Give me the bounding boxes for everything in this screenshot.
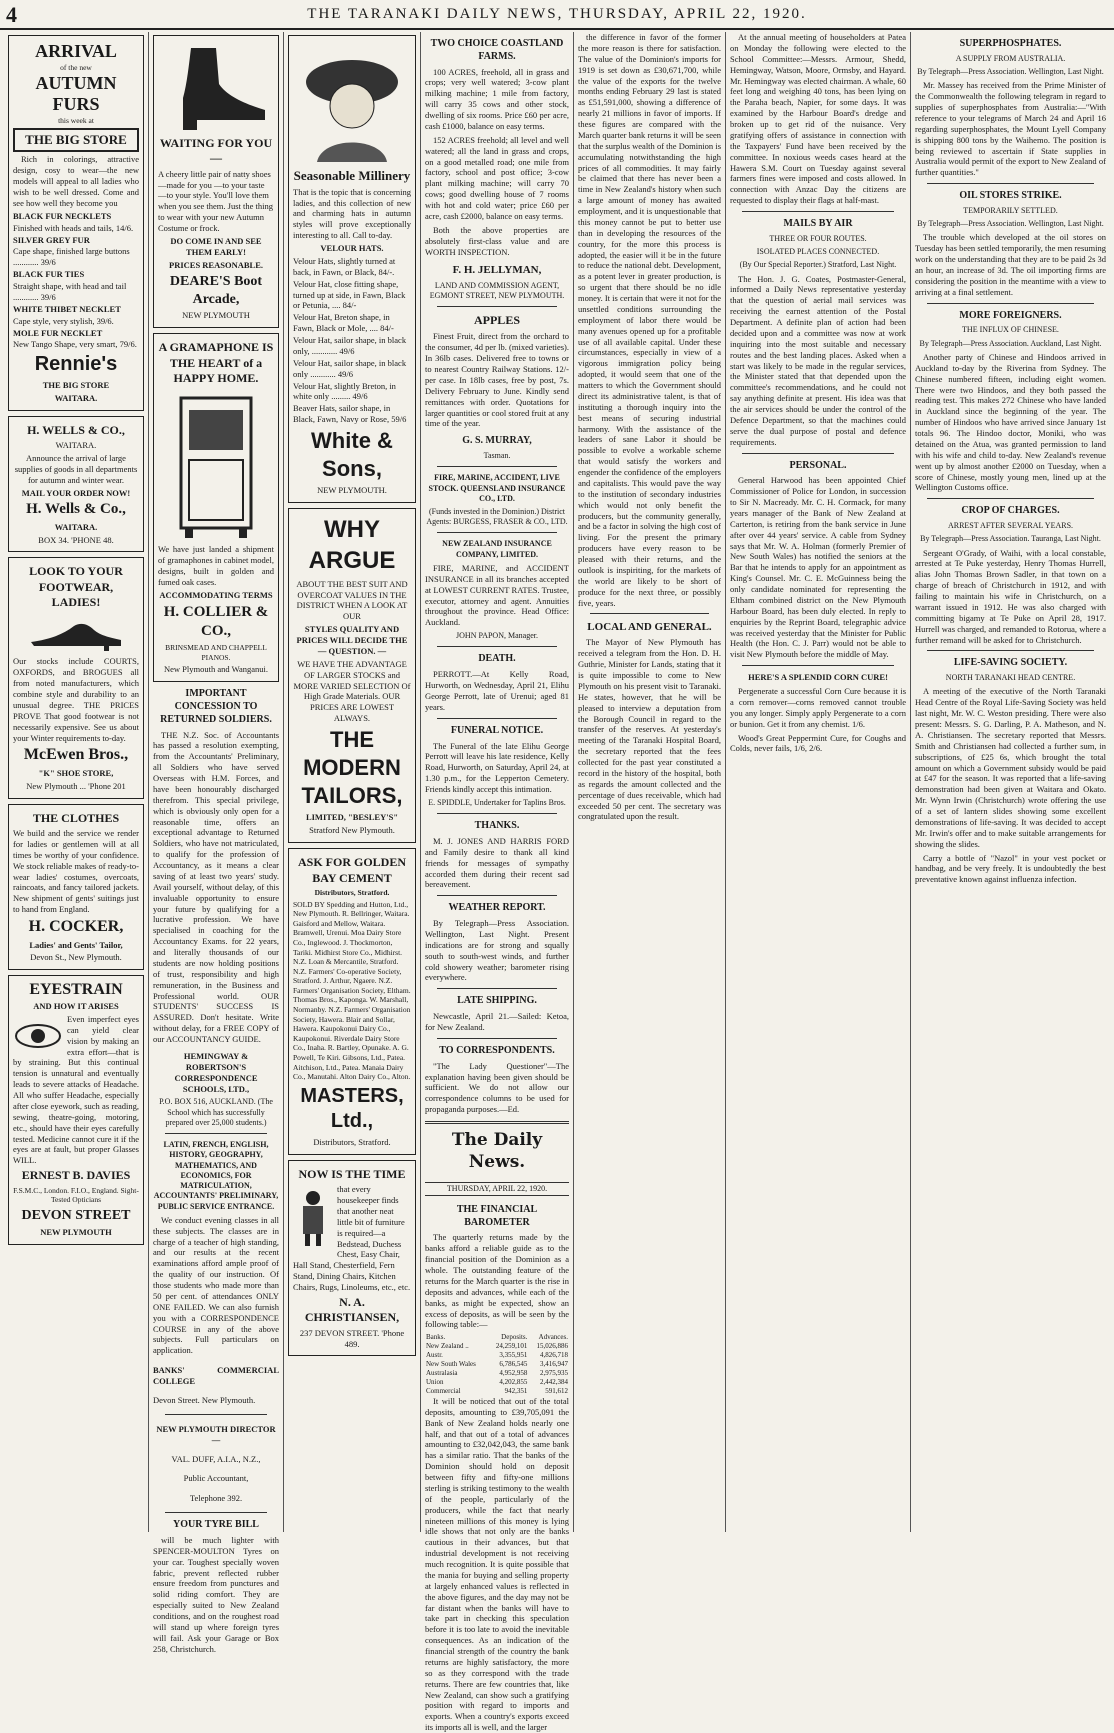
masthead [0, 0, 1114, 30]
nz-insurance-ad [425, 539, 569, 641]
ad-prices: PRICES REASONABLE. [169, 259, 263, 270]
ladies-shoe-icon [26, 614, 126, 652]
tyre-title: YOUR TYRE BILL [173, 1519, 259, 1531]
advertiser-sub: LIMITED, "BESLEY'S" [305, 812, 399, 823]
correspondents-title: TO CORRESPONDENTS. [439, 1044, 555, 1056]
advertiser-name: H. COCKER, [28, 918, 124, 936]
table-cell: 591,612 [545, 1386, 568, 1395]
advertiser-town: WAITARA. [54, 521, 98, 532]
funeral-title: FUNERAL NOTICE. [450, 724, 544, 736]
table-cell: Union [426, 1378, 444, 1387]
queensland-insurance-ad [425, 473, 569, 527]
item-name: MOLE FUR NECKLET [13, 327, 103, 338]
column-4 [421, 32, 574, 1733]
funeral-undertaker: E. SPIDDLE, Undertaker for Taplins Bros. [428, 797, 566, 807]
article-title: PERSONAL. [789, 459, 847, 471]
apples-ad [425, 313, 569, 461]
article-subhead: ARREST AFTER SEVERAL YEARS. [947, 521, 1074, 531]
ad-headline: EYESTRAIN [29, 981, 123, 999]
apples-title: APPLES [473, 313, 520, 328]
ad-headline: ASK FOR GOLDEN BAY CEMENT [297, 855, 406, 885]
ad-headline: WAITING FOR YOU— [159, 136, 273, 166]
advertiser-sub: Distributors, Stratford. [313, 1137, 391, 1147]
hat-item: Velour Hat, Breton shape, in Fawn, Black or Mole, .... 84/- [293, 312, 394, 334]
advertiser-town: Stratford New Plymouth. [309, 825, 395, 836]
table-cell: 4,826,718 [540, 1351, 568, 1360]
notice-signature: HEMINGWAY & ROBERTSON'S CORRESPONDENCE SCHOOLS, LTD., [174, 1050, 258, 1094]
table-cell: 4,952,958 [499, 1369, 528, 1378]
table-header-row [425, 1333, 569, 1342]
article-title: LIFE-SAVING SOCIETY. [953, 657, 1068, 669]
shipping-body: Newcastle, April 21.—Sailed: Ketoa, for New Zealand. [425, 1011, 569, 1032]
column-3 [284, 32, 421, 1532]
farm-listing: 152 ACRES freehold; all level and well watered; all the land in grass and crops, on a good metalled road; one mile from factory, school and post office; 3-cow plant milking machine; will carry 70 cows; good dwelling house of 7 rooms with hot and cold water; price £60 per acre, cash £2000, balance on easy terms. [425, 134, 569, 221]
table-cell: 942,351 [504, 1386, 528, 1395]
personal-column [730, 460, 906, 661]
table-cell: 2,442,384 [540, 1378, 568, 1387]
advertiser-sub: BRINSMEAD AND CHAPPELL PIANOS. [165, 643, 267, 662]
table-cell: Austr. [426, 1351, 443, 1360]
article-subhead: THREE OR FOUR ROUTES. [769, 233, 867, 243]
article-title: MAILS BY AIR [783, 218, 853, 229]
boot-icon [161, 44, 271, 132]
ad-body: that every housekeeper finds that another neat little bit of furniture is required—a Bedstead, Duchess Chest, Easy Chair, Hall Stand, Chesterfield, Fern Stand, Dining Chairs, Kitchen Chairs, Rugs, Linoleums, etc., etc. [293, 1184, 411, 1293]
article-body: A meeting of the executive of the North Taranaki Head Centre of the Royal Life-Saving Society was held last night, Mr. W. C. Weston presiding. There were also present: Messrs. S. G. Darling, P. A. Matheson, and N. A. Christiansen. The secretary reported that Messrs. Smith and Christiansen had collected a further sum, in subscriptions, of £25 6s, which brought the total amount on which a Government subsidy would be paid at £47 for the season. It was reported that a life-saving demonstration had been given at Waitara and Okato. Mr. Wynn Irwin (Christchurch) wrote offering the use of a set of lantern slides showing some excellent demonstrations of life-saving. It was decided to accept Mr. Irwin's offer and to make suitable arrangements for showing the slides. [915, 686, 1106, 849]
item-desc: New Tango Shape, very smart, 79/6. [13, 339, 137, 350]
ad-cta: DO COME IN AND SEE THEM EARLY! [170, 235, 262, 257]
article-byline: By Telegraph—Press Association. Auckland, Last Night. [919, 338, 1102, 348]
golden-bay-cement-ad [288, 848, 416, 1155]
funeral-notice [425, 725, 569, 808]
article-subhead: ISOLATED PLACES CONNECTED. [756, 247, 880, 257]
accountancy-notice [153, 688, 279, 1128]
death-body: PERROTT.—At Kelly Road, Hurworth, on Wednesday, April 21, Elihu George Perrott, late of Urenui; aged 81 years. [425, 669, 569, 712]
editorial-title: THE FINANCIAL BAROMETER [456, 1203, 538, 1228]
local-news-items: At the annual meeting of householders at Patea on Monday the following were elected to the School Committee:—Messrs. Armour, Shedd, Hemingway, Watson, Moore, Ormsby, and Hayard. Mr. Hemingway was elected chairman. A whale, 60 feet long and weighing 40 tons, has been lying on the Paraha beach, Napier, for some days. It was examined by the Harbour Board's dredge and broken up to get rid of the nuisance. Very gratifying offers of assistance in connection with the Taxpayers' Fund have been received by the committee. In noxious weeds cases heard at the Hawera S.M. Court on Tuesday against several farmers fines were imposed and costs allowed. In connection with Anzac Day the citizens are requested to display their flags at half-mast. [730, 32, 906, 206]
article-body: Sergeant O'Grady, of Waihi, with a local constable, arrested at Te Puke yesterday, Henry Thomas Hurrell, alias John Thomas Brown Sadler, in that town on a charge of breach of Christchurch in 1912, and with failing to maintain his wife in Christchurch, on a warrant issued in 1912. He was also charged with committing bigamy at Te Puke on April 28, 1917. Hurrell was charged, and remanded to Rotorua, where a further remand will be asked for to Christchurch. [915, 547, 1106, 645]
table-header-cell: Banks. [426, 1333, 446, 1342]
jellyman-farms-ad [425, 38, 569, 301]
agent-sub: LAND AND COMMISSION AGENT, EGMONT STREET, NEW PLYMOUTH. [429, 280, 565, 300]
notice-address: P.O. BOX 516, AUCKLAND. (The School which has successfully prepared over 25,000 students.) [159, 1097, 273, 1127]
column-2 [149, 32, 284, 1654]
ad-body: SOLD BY Spedding and Hutton, Ltd., New Plymouth. R. Bellringer, Waitara. Gaisford and Mellow, Waitara. Bramwell, Urenui. Moa Dairy Store Co., Inglewood. J. Thockmorton, Tariki. Midhirst Store Co., Midhirst. N.Z. Loan & Mercantile, Stratford. N.Z. Farmers' Co-operative Society, Stratford. J. Arthur, Ngaere. N.Z. Farmers' Organisation Society, Eltham. Thomas Bros., Kaponga. W. Marshall, Normanby. N.Z. Farmers' Organisation Society, Hawera. Blair and Sollar, Hawera. Kaupokonui Dairy Co., Kaupokonui. Riverdale Dairy Store Co., Inaha. R. Bartley, Opunake. A. G. Powell, Te Kiri. Gibsons, Ltd., Patea. Aitchison, Ltd., Patea. Manaia Dairy Co., Manutahi. Alton Dairy Co., Alton. [293, 899, 411, 1082]
advertiser-town: WAITARA. [54, 392, 98, 403]
thanks-notice [425, 820, 569, 890]
item-name: BLACK FUR NECKLETS [13, 210, 112, 221]
bank-returns-table [425, 1333, 569, 1396]
tyre-ad [153, 1519, 279, 1654]
tyre-body: will be much lighter with SPENCER-MOULTON Tyres on your car. Toughest specially woven fabric, prevent reflected rubber ensure freedom from punctures and solid riding comfort. They are especially suited to New Zealand conditions, and on the roughest road will stand up where foreign tyres will fail. Ask your Garage or Box 258, Christchurch. [153, 1534, 279, 1654]
ad-body: A cheery little pair of natty shoes —made for you —to your taste —to your style. You'll love them when you see them. Just the thing to wear with your new Autumn Costume or frock. [158, 168, 273, 234]
advertiser-town: New Plymouth ... 'Phone 201 [26, 780, 126, 791]
advertiser-street: DEVON STREET [21, 1207, 131, 1223]
advertiser-address: 237 DEVON STREET. 'Phone 489. [299, 1327, 405, 1349]
masthead-title: THE TARANAKI DAILY NEWS, THURSDAY, APRIL 22, 1920. [307, 5, 807, 22]
column-7 [911, 32, 1110, 1532]
ad-headline: A GRAMAPHONE IS THE HEART of a HAPPY HOME. [158, 340, 274, 385]
ad-body: Our stocks include COURTS, OXFORDS, and BROGUES all from noted manufacturers, which combine style and durability to an unusual degree. THE PRICES PROVE That good footwear is not necessarily expensive. See us about your Winter requirements to-day. [13, 656, 139, 743]
table-cell: 3,416,947 [540, 1360, 568, 1369]
insurance-body: (Funds invested in the Dominion.) District Agents: BURGESS, FRASER & CO., LTD. [426, 506, 568, 527]
article-byline: (By Our Special Reporter.) Stratford, Last Night. [739, 260, 897, 270]
page-number: 4 [6, 2, 19, 27]
mails-by-air-article [730, 218, 906, 448]
ad-text: this week at [58, 116, 94, 126]
ad-headline: H. WELLS & CO., [27, 422, 125, 437]
farm-listing: 100 ACRES, freehold, all in grass and crops; very well watered; 3-cow plant milking machine; 1 mile from factory, will carry 35 cows and other stock, dwelling of six rooms. Price £60 per acre, cash £1000, balance on easy terms. [425, 66, 569, 131]
article-body: The trouble which developed at the oil stores on Tuesday has been settled temporarily, the men resuming work on the understanding that they are to be paid 2s 3d an hour, an increase of 3d. The oil importing firms are considering the position in the meantime with a view to arriving at a final settlement. [915, 232, 1106, 297]
article-body: The Hon. J. G. Coates, Postmaster-General, informed a Daily News representative yesterday that the question of aerial mail services was receiving the earnest attention of the Postal Department. A definite plan of action had been decided upon and a committee was now at work inquiring into the most suitable and necessary routes and the best landing places. Asked when a start was likely to be made in the regular services, the Minister stated that that depended upon the committee's recommendations, and he could not say anything definite at present. His idea was that the air services should be under the control of the Defence Department, so that the machines could serve the dual purpose of postal and defence requirements. [730, 273, 906, 447]
local-general-title: LOCAL AND GENERAL. [587, 621, 712, 634]
college-name: BANKS' COMMERCIAL COLLEGE [153, 1364, 279, 1386]
ad-text: of the new [60, 62, 92, 72]
advertiser-sub: Ladies' and Gents' Tailor, [29, 939, 123, 950]
table-cell: 6,786,545 [499, 1360, 528, 1369]
college-body: We conduct evening classes in all these subjects. The classes are in charge of a teacher of high standing, and our results at the recent examinations afford ample proof of the quality of our instruction. Of those students who made more than 50 per cent. of attendances ONLY ONE FAILED. We can also furnish you with a CORRESPONDENCE COURSE in any of the above subjects. Full particulars on application. [153, 1214, 279, 1356]
article-byline: By Telegraph—Press Association. Wellington, Last Night. [917, 67, 1104, 77]
table-cell: New South Wales [426, 1360, 476, 1369]
h-cocker-ad [8, 804, 144, 971]
article-byline: By Telegraph—Press Association. Tauranga, Last Night. [920, 534, 1101, 544]
weather-report [425, 902, 569, 983]
editorial-para: It will be noticed that out of the total deposits, amounting to £39,705,091 the Bank of New Zealand holds nearly one half, and that out of a total of advances amounting to £32,042,043, the same bank has a similar ratio. That the banks of the Dominion should hold on deposit between fifty and fifty-one millions sterling is striking testimony to the wealth of the people, particularly of the producers, while the fact that nearly nineteen millions of this money is lying idle shows that not only are the banks cautious in their advances, but that industrial development is not receiving much recognition. It is quite possible that the mania for buying and selling property at largely enhanced values is reflected in the above figures, and the day may not be far distant when the banks will have to take part in checking this speculation before it is too late to avoid the inevitable consequences. As an indication of the financial strength of the country the bank returns are highly satisfactory, the more so as they correspond with the trade returns. There are few countries that, like New Zealand, can show such a gratifying position with regard to imports and exports. When a country's exports exceed its imports all is well, and the larger [425, 1395, 569, 1733]
weather-title: WEATHER REPORT. [448, 902, 546, 914]
ad-subheadline: AND HOW IT ARISES [33, 1001, 119, 1012]
paper-dateline: THURSDAY, APRIL 22, 1920. [425, 1182, 569, 1196]
advertiser-town: NEW PLYMOUTH. [317, 485, 387, 496]
advertiser-name: MASTERS, Ltd., [300, 1084, 404, 1133]
article-body: General Harwood has been appointed Chief Commissioner of Police for London, in succession to Sir N. Macready. Mr. C. H. Cormack, for many years manager of the Bank of New Zealand at Carterton, is retiring from the bank service in June after over 44 years' service. A cable from Sydney says that Mr. W. A. Holman (formerly Premier of New South Wales) has notified the seniors at the Bar that he intends to apply for an appointment as King's Counsel. Mr. C. E. McGuinness being the only candidate nominated for representing the Eltham combined district on the New Plymouth Harbour Board, has been duly elected. In reply to enquiries by the Reprint Board, telegraphic advice was received yesterday that the Minister for Public Health (the Hon. C. J. Parr) would not be able to visit New Plymouth before the middle of May. [730, 475, 906, 660]
advertiser-sub: THE BIG STORE [42, 379, 110, 390]
ad-headline: AUTUMN [35, 73, 117, 94]
agent-name: F. H. JELLYMAN, [452, 264, 542, 277]
article-title: OIL STORES STRIKE. [959, 190, 1062, 202]
ad-styles: STYLES QUALITY AND PRICES WILL DECIDE THE — QUESTION. — [296, 624, 408, 656]
thanks-body: M. J. JONES AND HARRIS FORD and Family desire to thank all kind friends for messages of sympathy accorded them during their recent sad bereavement. [425, 835, 569, 890]
town-crier-icon [293, 1188, 333, 1248]
item-desc: Finished with heads and tails, 14/6. [13, 222, 134, 233]
advertiser-town: Devon St., New Plymouth. [30, 952, 122, 963]
apples-town: Tasman. [483, 451, 511, 461]
ad-subheadline: Distributors, Stratford. [314, 887, 390, 897]
ad-headline: THE CLOTHES [32, 810, 120, 825]
h-wells-ad [8, 416, 144, 553]
ad-headline: NOW IS THE TIME [298, 1166, 406, 1181]
article-title: CROP OF CHARGES. [961, 505, 1060, 517]
insurance-manager: JOHN PAPON, Manager. [456, 631, 538, 641]
funeral-body: The Funeral of the late Elihu George Perrott will leave his late residence, Kelly Road, Hurworth, on Saturday, April 24, at 1.30 p.m., for the Lepperton Cemetery. Friends kindly accept this intimation. [425, 740, 569, 794]
ad-headline: ARRIVAL [35, 41, 117, 61]
table-row [425, 1387, 569, 1396]
collier-gramaphone-ad [153, 333, 279, 682]
ad-headline: WHY ARGUE [308, 516, 396, 574]
banks-college-ad [153, 1140, 279, 1406]
advertiser-town: New Plymouth and Wanganui. [164, 664, 268, 675]
article-body: Another party of Chinese and Hindoos arrived in Auckland to-day by the Riverina from Sydney. The Chinese numbered fifteen, including eight women. There were two Hindoos, and they both passed the reading test. This makes 272 Chinese who have landed in Auckland since the beginning of the year. The number of Hindoos who have arrived since January 1st totals 96. The Hindoo doctor, Moniki, who was detained on the Atua, was granted permission to land with his wife and child to-day. New Zealand's revenue went up by almost another £2000 on Tuesday, when a score of Chinese, mostly young men, lined up at the Wellington Customs office. [915, 351, 1106, 493]
table-cell: 4,202,855 [499, 1378, 528, 1387]
ad-headline: FURS [52, 94, 100, 115]
table-cell: 2,975,935 [540, 1369, 568, 1378]
ad-body: Rich in colorings, attractive design, cosy to wear—the new models will appeal to all ladies who wish to be well dressed. Come and see how well they become you [13, 154, 139, 208]
editorial-para: The quarterly returns made by the banks afford a reliable guide as to the financial position of the Dominion as a whole. The outstanding feature of the returns for the March quarter is the rise in deposits and advances, while each of the banks, as might be expected, show an excess of deposits, as will be seen by the following table:— [425, 1232, 569, 1330]
ad-body: That is the topic that is concerning ladies, and this collection of new and charming hats in autumn styles will prove exceptionally interesting to all. Call to-day. [293, 186, 411, 241]
table-row [425, 1342, 569, 1351]
director-title: NEW PLYMOUTH DIRECTOR— [156, 1423, 276, 1445]
table-cell: 15,026,886 [536, 1342, 568, 1351]
hat-item: Velour Hat, sailor shape, in black only, ............ 49/6 [293, 335, 407, 356]
advertiser-name: McEwen Bros., [23, 746, 129, 764]
correspondents-body: "The Lady Questioner"—The explanation having been given should be sufficient. We do not allow our correspondence columns to be used for propaganda purposes.—Ed. [425, 1060, 569, 1115]
crop-of-charges-article [915, 505, 1106, 645]
column-6 [726, 32, 911, 1532]
advertiser-name: THE MODERN TAILORS, [301, 727, 403, 809]
insurance-body: FIRE, MARINE, and ACCIDENT INSURANCE in all its branches accepted at LOWEST CURRENT RATES. Trustee, executor, attorney and agent. Annuities throughout the province. Head Office: Auckland. [425, 562, 569, 628]
ad-cta: MAIL YOUR ORDER NOW! [21, 487, 131, 498]
advertiser-name: ERNEST B. DAVIES [21, 1168, 131, 1183]
item-name: WHITE THIBET NECKLET [13, 303, 121, 314]
table-cell: Australasia [426, 1369, 458, 1378]
advertiser-contact: BOX 34. 'PHONE 48. [38, 534, 114, 545]
advertiser-name: White & Sons, [311, 428, 393, 482]
advertiser-name: DEARE'S Boot Arcade, [169, 273, 263, 307]
life-saving-society-article [915, 657, 1106, 885]
ad-body: We build and the service we render for ladies or gentlemen will at all times be worthy of your confidence. We stock reliable makes of ready-to-wear ladies' costumes, overcoats, raincoats, and fancy tailored jackets. New shipment of gents' suitings just to hand from England. [13, 828, 139, 915]
farms-note: Both the above properties are absolutely first-class value and are WORTH INSPECTION. [425, 224, 569, 257]
big-store-fur-ad [8, 35, 144, 411]
director-phone: Telephone 392. [189, 1492, 243, 1503]
table-row [425, 1369, 569, 1378]
mcewen-footwear-ad [8, 557, 144, 798]
column-1 [4, 32, 149, 1532]
director-notice [153, 1424, 279, 1504]
hat-item: Beaver Hats, sailor shape, in Black, Fawn, Navy or Rose, 59/6 [293, 403, 407, 425]
shipping-title: LATE SHIPPING. [457, 995, 537, 1007]
lady-portrait-illustration [297, 44, 407, 164]
article-body: Mr. Massey has received from the Prime Minister of the Commonwealth the following telegram in regard to supplies of superphosphates from Australia:—"With reference to your telegrams of March 24 and April 16 regarding superphosphates, the Mount Lyell Company is shipping 800 tons by the Waihemo. The position is being reviewed to ascertain if State supplies in Australia would permit of the export to New Zealand of further quantities." [915, 80, 1106, 178]
column-5 [574, 32, 726, 1532]
ad-tag: Wood's Great Peppermint Cure, for Coughs and Colds, never fails, 1/6, 2/6. [730, 732, 906, 754]
article-subhead: THE INFLUX OF CHINESE. [962, 325, 1059, 335]
table-cell: 3,355,951 [499, 1351, 528, 1360]
advertiser-name: N. A. CHRISTIANSEN, [304, 1294, 400, 1325]
ad-headline: LOOK TO YOUR FOOTWEAR, LADIES! [29, 564, 123, 610]
director-role: Public Accountant, [183, 1473, 249, 1484]
advertiser-town: NEW PLYMOUTH [40, 1226, 112, 1237]
advertiser-sub: "K" SHOE STORE, [38, 767, 114, 778]
article-title: SUPERPHOSPHATES. [959, 38, 1062, 49]
ad-terms: ACCOMMODATING TERMS [159, 589, 273, 600]
article-subhead: A SUPPLY FROM AUSTRALIA. [955, 53, 1066, 63]
christiansen-furniture-ad [288, 1160, 416, 1357]
item-desc: Straight shape, with head and tail ............ 39/6 [13, 281, 127, 302]
apples-name: G. S. MURRAY, [462, 435, 532, 447]
article-subhead: NORTH TARANAKI HEAD CENTRE. [945, 673, 1076, 683]
hat-item: Velour Hats, slightly turned at back, in Fawn, or Black, 84/-. [293, 255, 396, 277]
article-title: MORE FOREIGNERS. [959, 309, 1062, 321]
table-cell: 24,259,101 [495, 1342, 528, 1351]
deares-boot-ad [153, 35, 279, 328]
ad-headline: Seasonable Millinery [293, 168, 411, 183]
hat-item: Velour Hat, sailor shape, in black only ............ 49/6 [293, 357, 407, 379]
item-desc: Cape shape, finished large buttons ............ 39/6 [13, 246, 130, 268]
gramaphone-cabinet-icon [171, 390, 261, 540]
hat-item: Velour Hat, slightly Breton, in white only ......... 49/6 [293, 380, 396, 402]
superphosphates-article [915, 38, 1106, 178]
local-general-body: The Mayor of New Plymouth has received a telegram from the Hon. D. H. Guthrie, Minister for Lands, stating that it is quite impossible to come to New Plymouth on his present visit to Taranaki. He states, however, that he will be pleased to interview a deputation from the Borough Council in regard to the transfer of the reserves. At yesterday's meeting of the Taranaki Hospital Board, the secretary reported that the fees collected for the past year constituted a record in the history of the hospital, both as regards the amount collected and the percentage of dues receivable, which had exceeded 50 per cent. The secretary was congratulated upon the result. [578, 637, 721, 822]
ad-headline: HERE'S A SPLENDID CORN CURE! [748, 672, 888, 683]
death-notice [425, 653, 569, 712]
eyestrain-ad [8, 975, 144, 1244]
table-row [425, 1360, 569, 1369]
farms-title: TWO CHOICE COASTLAND FARMS. [430, 38, 564, 62]
hat-item: Velour Hat, close fitting shape, turned up at side, in Fawn, Black or Petunia, .... 84/- [293, 278, 406, 311]
corn-cure-ad [730, 672, 906, 754]
table-row [425, 1351, 569, 1360]
college-town: Devon Street. New Plymouth. [153, 1394, 256, 1405]
insurance-title: FIRE, MARINE, ACCIDENT, LIVE STOCK. QUEENSLAND INSURANCE CO., LTD. [428, 473, 566, 503]
table-header-cell: Advances. [538, 1333, 568, 1342]
white-sons-millinery-ad [288, 35, 416, 503]
weather-body: By Telegraph—Press Association. Wellington, Last Night. Present indications are for strong and squally south to south-west winds, and further cold showery weather; barometer rising everywhere. [425, 918, 569, 983]
director-name: VAL. DUFF, A.I.A., N.Z., [171, 1454, 261, 1465]
ad-advantage: WE HAVE THE ADVANTAGE OF LARGER STOCKS and MORE VARIED SELECTION Of High Grade Materials. OUR PRICES ARE LOWEST ALWAYS. [293, 658, 411, 724]
ad-body: Even imperfect eyes can yield clear vision by making an extra effort—that is by straining. But this continual tension is unnatural and eventually leads to severe attacks of Headache. All who suffer Headache, especially after close eyework, such as reading, sewing, theatre-going, motoring, etc., should have their eyes carefully tested. Medicine cannot cure it if the eyes are at fault, but proper Glasses WILL. [13, 1013, 139, 1166]
notice-body: THE N.Z. Soc. of Accountants has passed a resolution exempting, from the Accountants' Preliminary, all Soldiers who have served Overseas with H.M. Forces, and have been honourably discharged therefrom. This special privilege, which is obviously only open for a reasonable time, offers an exceptional advantage to Returned Soldiers, who have not matriculated, to qualify for the profession of Accountancy, as it means a clear saving of at least two years' study. Avail yourself, without delay, of this invaluable opportunity to ensure your future by qualifying for a lucrative profession. We have specialised in coaching for the Accountancy Exams. for 22 years, and literally thousands of our students are now holding positions of trust, responsibility and high remuneration, in the Business and Professional world. OUR STUDENTS' SUCCESS IS ASSURED. Don't hesitate. Write without delay, for a FREE COPY of our ACCOUNTANCY GUIDE. [153, 729, 279, 1045]
modern-tailors-ad [288, 508, 416, 843]
oil-stores-strike-article [915, 190, 1106, 298]
ad-body: Pergenerate a successful Corn Cure because it is a corn remover—corns removed cannot trouble you any longer. Simply apply Pergenerate to a corn or bunion. Get it from any chemist. 1/6. [730, 686, 906, 729]
paper-nameplate: The Daily News. [451, 1130, 543, 1172]
item-desc: Cape style, very stylish, 39/6. [13, 315, 114, 326]
ad-text: WAITARA. [55, 440, 97, 451]
item-name: SILVER GREY FUR [13, 234, 90, 245]
notice-title: IMPORTANT CONCESSION TO RETURNED SOLDIERS. [160, 688, 272, 725]
table-cell: New Zealand .. [426, 1342, 469, 1351]
ad-tag: Carry a bottle of "Nazol" in your vest pocket or handbag, and be very freely. It is undoubtedly the best preventative known against influenza infection. [915, 852, 1106, 885]
table-header-cell: Deposits. [501, 1333, 528, 1342]
ad-subheadline: VELOUR HATS. [320, 243, 384, 253]
table-cell: Commercial [426, 1386, 461, 1395]
correspondents-notice [425, 1045, 569, 1115]
death-title: DEATH. [478, 653, 516, 665]
article-subhead: TEMPORARILY SETTLED. [963, 205, 1058, 215]
financial-barometer-editorial [425, 1204, 569, 1733]
advertiser-tag: F.S.M.C., London. F.I.O., England. Sight-Tested Opticians [13, 1185, 139, 1205]
apples-body: Finest Fruit, direct from the orchard to the consumer, 4d per lb. (mixed varieties). In 36lb cases. Delivered free to towns or to nearest Country Railway Stations. 12/- per case. In 18lb cases, free by post, 7s. Delivery February to June. Kindly send remittances with order. Quotations for larger quantities or cool stored fruit at any time of the year. [425, 331, 569, 429]
ad-body: Announce the arrival of large supplies of goods in all departments for autumn and winter wear. [14, 452, 138, 485]
big-store-logo: THE BIG STORE [13, 128, 139, 153]
advertiser-name: H. Wells & Co., [26, 501, 126, 518]
thanks-title: THANKS. [474, 820, 520, 832]
advertiser-name: H. COLLIER & CO., [163, 603, 269, 639]
advertiser-name: Rennie's [34, 353, 118, 376]
item-name: BLACK FUR TIES [13, 269, 85, 280]
ad-body: ABOUT THE BEST SUIT AND OVERCOAT VALUES IN THE DISTRICT WHEN A LOOK AT OUR [296, 578, 408, 622]
table-row [425, 1378, 569, 1387]
insurance-title: NEW ZEALAND INSURANCE COMPANY, LIMITED. [442, 539, 552, 559]
more-foreigners-article [915, 310, 1106, 494]
editorial-continued: the difference in favor of the former the more reason is there for satisfaction. The value of the Dominion's imports for 1919 is set down as £30,671,700, while the value of the exports for the twelve months ending February 29 last is stated as £51,591,000, showing a difference of nearly 21 millions in favor of imports. If these figures are compared with the March quarter bank returns it will be seen that the surplus wealth of the Dominion is accumulating notwithstanding the high prices of all commodities. It may fairly be claimed that there has never been a time in New Zealand's history when such a large amount of money has awaited employment, and it is unquestionable that this money cannot be put to better use than in developing the resources of the country, for the more this process is adopted, the easier will it be in the future to reduce the national debt. Development, as a potent lever in greater production, is so urgent that there should be no idle money. It is certain that were it not for the unsettled conditions surrounding the employment of labor there would be many avenues opened up for a profitable use of all available capital. Under these circumstances, especially in view of a vigorous immigration policy being adopted, it would seem that one of the matters to which the Government should direct its administrative talent, is that of instituting a thorough inquiry into the best means of securing industrial harmony. With the assistance of the leaders of sane Labor it should be possible to evolve a workable scheme that would satisfy the workers and engender the confidence of the employers and capitalists. This would pave the way to the institution of secondary industries which would not only benefit the producers, but the community generally, and be a factor in solving the high cost of living. For the present the primary producers have every reason to be pleased with their returns, and the outlook is inspiriting, for the markets of the world are likely to be short of produce for the next three, or possibly five, years. [578, 32, 721, 608]
late-shipping [425, 995, 569, 1033]
ad-body: We have just landed a shipment of gramaphones in cabinet model, designs, built in golden and fumed oak cases. [158, 544, 274, 587]
article-byline: By Telegraph—Press Association. Wellington, Last Night. [917, 219, 1104, 229]
college-title: LATIN, FRENCH, ENGLISH, HISTORY, GEOGRAPHY, MATHEMATICS, AND ECONOMICS, FOR MATRICULATION, ACCOUNTANTS' PRELIMINARY, PUBLIC SERVICE ENTRANCE. [153, 1140, 279, 1211]
eye-icon [13, 1016, 63, 1056]
advertiser-town: NEW PLYMOUTH [182, 310, 250, 321]
